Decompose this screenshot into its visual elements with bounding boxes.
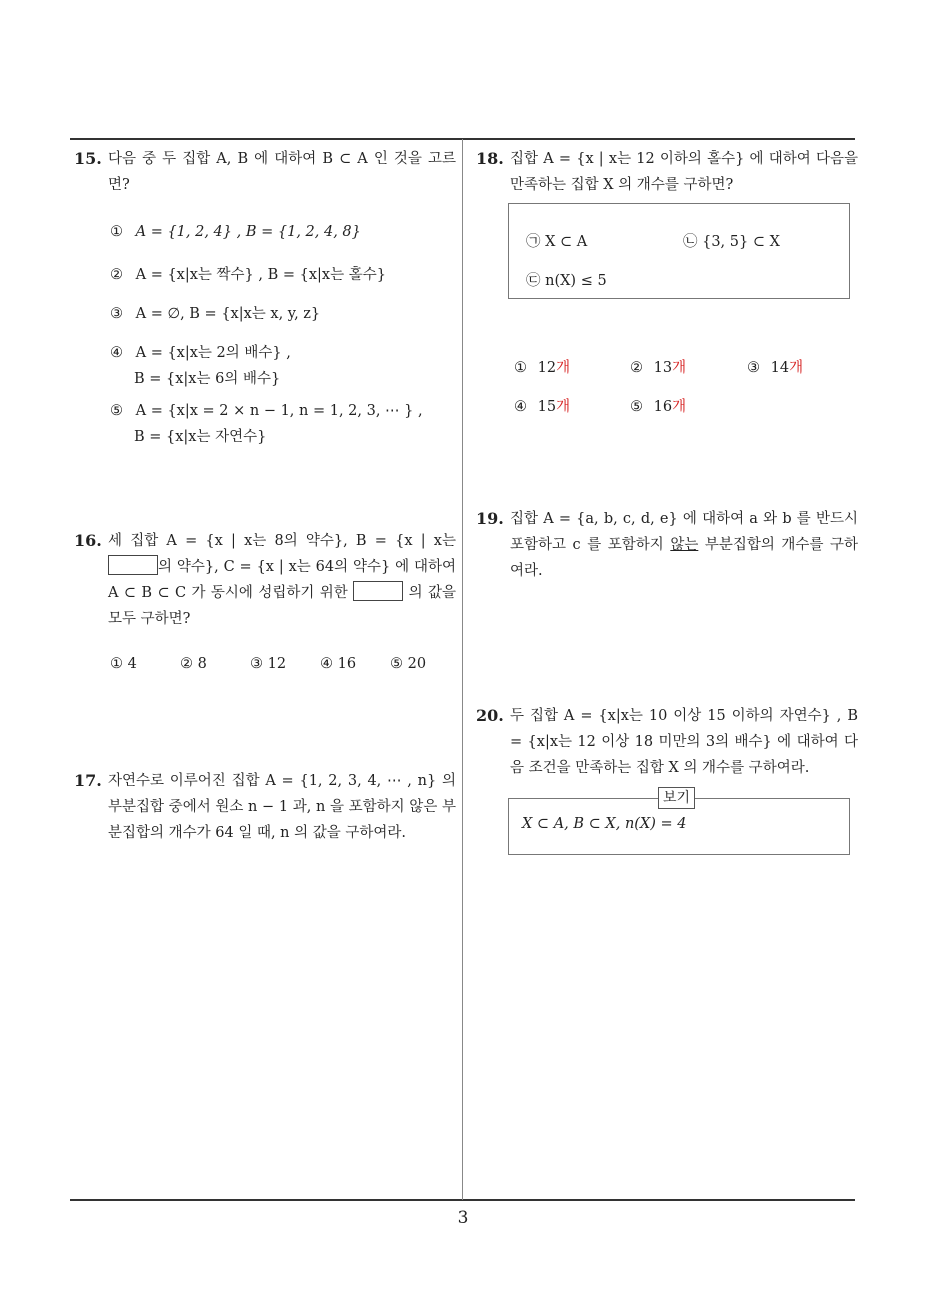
q18-option-5[interactable]: ⑤ 16개 xyxy=(630,399,687,415)
q15-option-3[interactable]: ③ A = ∅, B = {x|x는 x, y, z} xyxy=(110,306,321,322)
page-number: 3 xyxy=(457,1208,469,1228)
question-text: 다음 중 두 집합 A, B 에 대하여 B ⊂ A 인 것을 고르면? xyxy=(108,151,456,193)
q15-option-4[interactable]: ④ A = {x|x는 2의 배수} , B = {x|x는 6의 배수} xyxy=(110,345,291,387)
question-16 xyxy=(74,528,456,632)
q18-option-2[interactable]: ② 13개 xyxy=(630,360,687,376)
q18-option-3[interactable]: ③ 14개 xyxy=(747,360,804,376)
condition-1: ㉠ X ⊂ A xyxy=(526,234,588,250)
q15-option-5[interactable]: ⑤ A = {x|x = 2 × n − 1, n = 1, 2, 3, ⋯ } , B = {x|x는 자연수} xyxy=(110,403,423,445)
question-15 xyxy=(74,146,456,198)
q16-option-2[interactable]: ② 8 xyxy=(180,656,207,672)
question-number: 17. xyxy=(74,771,102,790)
underlined-word: 않는 xyxy=(670,537,699,553)
answer-blank-box xyxy=(353,581,403,601)
bogi-label: 보기 xyxy=(658,787,695,809)
question-text-1: 집합 A = {a, b, c, d, e} 에 대하여 a 와 b 를 반드시 포함하고 c 를 포함하지 xyxy=(510,511,858,553)
question-text-3: 의 값을 모두 구하면? xyxy=(108,585,457,627)
q16-option-1[interactable]: ① 4 xyxy=(110,656,137,672)
q16-option-5[interactable]: ⑤ 20 xyxy=(390,656,427,672)
answer-blank-box xyxy=(108,555,158,575)
question-text-2: 의 약수}, C = {x | x는 64의 약수} 에 대하여 A ⊂ B ⊂ C 가 동시에 성립하기 위한 xyxy=(108,559,456,601)
q15-option-1[interactable]: ① A = {1, 2, 4} , B = {1, 2, 4, 8} xyxy=(110,224,361,240)
question-text: 자연수로 이루어진 집합 A = {1, 2, 3, 4, ⋯ , n} 의 부분집합 중에서 원소 n − 1 과, n 을 포함하지 않은 부분집합의 개수가 64 일 때, n 의 값을 구하여라. xyxy=(108,773,456,841)
question-number: 20. xyxy=(476,706,504,725)
q16-option-4[interactable]: ④ 16 xyxy=(320,656,357,672)
question-text: 두 집합 A = {x|x는 10 이상 15 이하의 자연수} , B = {x|x는 12 이상 18 미만의 3의 배수} 에 대하여 다음 조건을 만족하는 집합 X 의 개수를 구하여라. xyxy=(510,708,858,776)
question-17 xyxy=(74,768,456,846)
question-18 xyxy=(476,146,858,198)
q18-option-4[interactable]: ④ 15개 xyxy=(514,399,571,415)
condition-3: ㉢ n(X) ≤ 5 xyxy=(526,273,607,289)
q16-option-3[interactable]: ③ 12 xyxy=(250,656,287,672)
q18-option-1[interactable]: ① 12개 xyxy=(514,360,571,376)
bogi-condition: X ⊂ A, B ⊂ X, n(X) = 4 xyxy=(522,816,687,832)
condition-2: ㉡ {3, 5} ⊂ X xyxy=(683,234,780,250)
question-number: 15. xyxy=(74,149,102,168)
question-number: 19. xyxy=(476,509,504,528)
question-text-1: 세 집합 A = {x | x는 8의 약수}, B = {x | x는 xyxy=(108,533,456,549)
question-text-2: 부분집합의 개수를 구하여라. xyxy=(510,537,858,579)
question-number: 16. xyxy=(74,531,102,550)
column-divider xyxy=(462,139,463,1200)
question-20 xyxy=(476,703,858,781)
question-19 xyxy=(476,506,858,584)
q15-option-2[interactable]: ② A = {x|x는 짝수} , B = {x|x는 홀수} xyxy=(110,267,386,283)
question-text: 집합 A = {x | x는 12 이하의 홀수} 에 대하여 다음을 만족하는 집합 X 의 개수를 구하면? xyxy=(510,151,858,193)
question-number: 18. xyxy=(476,149,504,168)
